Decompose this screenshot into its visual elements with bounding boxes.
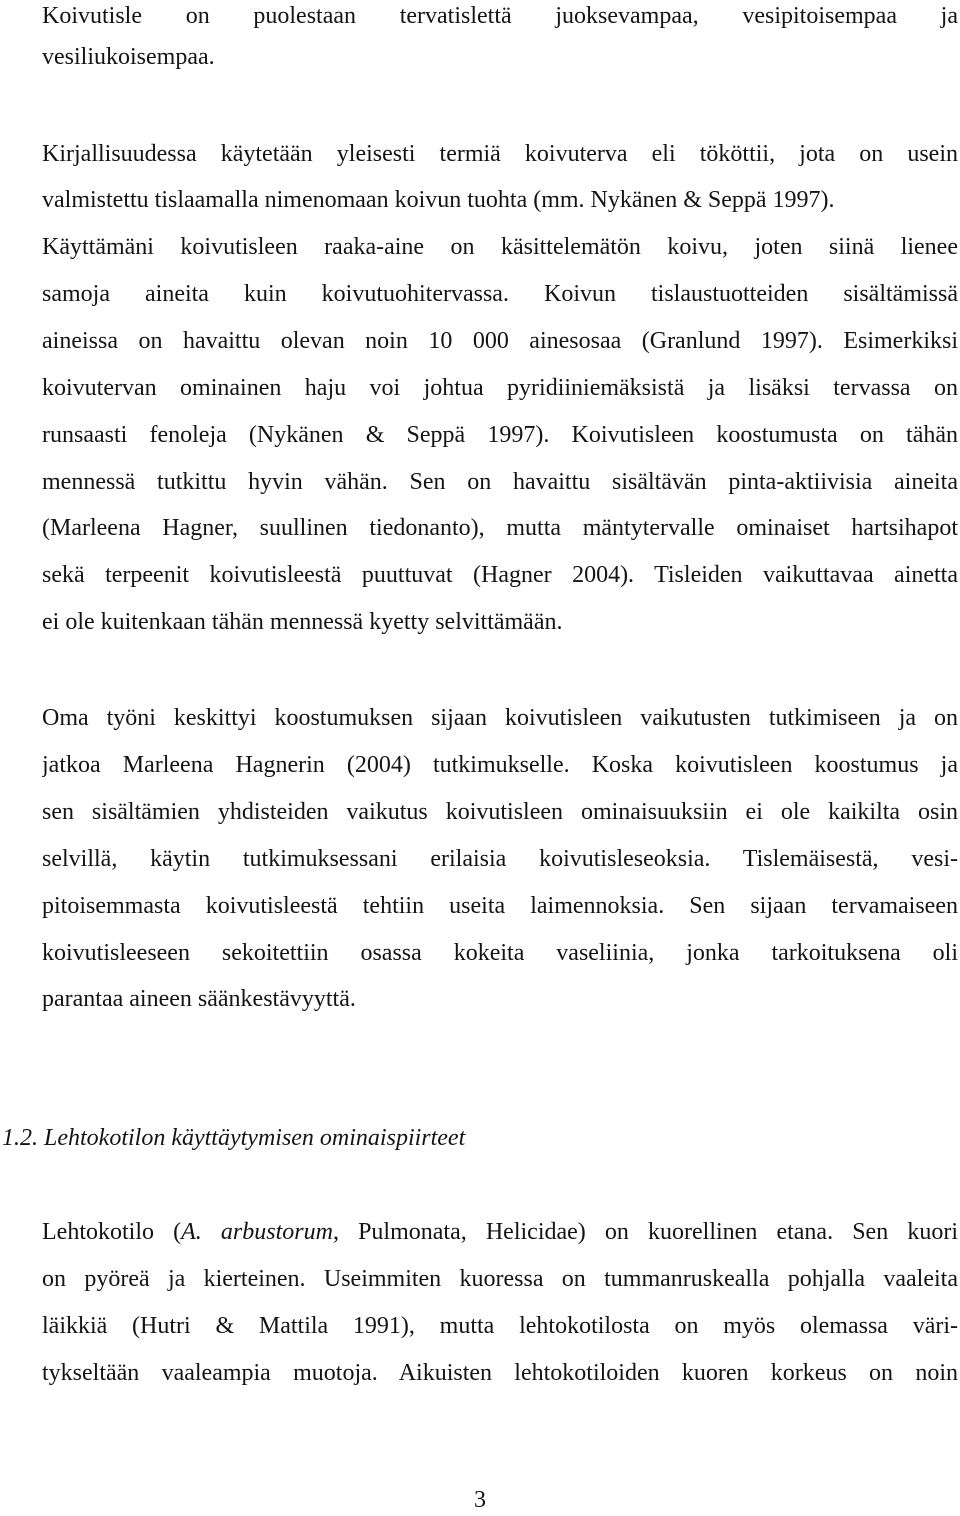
text-line: Käyttämäni koivutisleen raaka-aine on käsittelemätön koivu, joten siinä lienee [42, 234, 958, 260]
text-line: tykseltään vaaleampia muotoja. Aikuisten lehtokotiloiden kuoren korkeus on noin [42, 1360, 958, 1386]
text-line: Kirjallisuudessa käytetään yleisesti termiä koivuterva eli tököttii, jota on usein [42, 141, 958, 167]
text-line [42, 1216, 958, 1248]
text-line: parantaa aineen säänkestävyyttä. [42, 986, 356, 1012]
text-line: Oma työni keskittyi koostumuksen sijaan koivutisleen vaikutusten tutkimiseen ja on [42, 705, 958, 731]
text-line: samoja aineita kuin koivutuohitervassa. Koivun tislaustuotteiden sisältämissä [42, 281, 958, 307]
text-line: pitoisemmasta koivutisleestä tehtiin useita laimennoksia. Sen sijaan tervamaiseen [42, 893, 958, 919]
text-line: mennessä tutkittu hyvin vähän. Sen on havaittu sisältävän pinta-aktiivisia aineita [42, 469, 958, 495]
page-number: 3 [474, 1487, 486, 1513]
text-line: selvillä, käytin tutkimuksessani erilaisia koivutisleseoksia. Tislemäisestä, vesi- [42, 846, 958, 872]
text-line: koivutervan ominainen haju voi johtua pyridiiniemäksistä ja lisäksi tervassa on [42, 375, 958, 401]
text-line: vesiliukoisempaa. [42, 44, 215, 70]
text-line: Koivutisle on puolestaan tervatislettä juoksevampaa, vesipitoisempaa ja [42, 3, 958, 29]
text-line: sekä terpeenit koivutisleestä puuttuvat (Hagner 2004). Tisleiden vaikuttavaa ainetta [42, 562, 958, 588]
text-segment: Lehtokotilo ( [42, 1219, 182, 1245]
section-number: 1.2. [2, 1125, 38, 1151]
section-title: Lehtokotilon käyttäytymisen ominaispiirteet [44, 1125, 466, 1151]
text-line: koivutisleeseen sekoitettiin osassa kokeita vaseliinia, jonka tarkoituksena oli [42, 940, 958, 966]
text-line: aineissa on havaittu olevan noin 10 000 ainesosaa (Granlund 1997). Esimerkiksi [42, 328, 958, 354]
text-line: jatkoa Marleena Hagnerin (2004) tutkimukselle. Koska koivutisleen koostumus ja [42, 752, 958, 778]
text-line: on pyöreä ja kierteinen. Useimmiten kuoressa on tummanruskealla pohjalla vaaleita [42, 1266, 958, 1292]
genus-abbreviation: A. [181, 1219, 202, 1245]
text-line: sen sisältämien yhdisteiden vaikutus koivutisleen ominaisuuksiin ei ole kaikilta osin [42, 799, 958, 825]
text-line: läikkiä (Hutri & Mattila 1991), mutta lehtokotilosta on myös olemassa väri- [42, 1313, 958, 1339]
section-heading [2, 1122, 902, 1154]
text-line: runsaasti fenoleja (Nykänen & Seppä 1997). Koivutisleen koostumusta on tähän [42, 422, 958, 448]
text-line: valmistettu tislaamalla nimenomaan koivun tuohta (mm. Nykänen & Seppä 1997). [42, 187, 835, 213]
text-line: (Marleena Hagner, suullinen tiedonanto), mutta mäntytervalle ominaiset hartsihapot [42, 515, 958, 541]
text-segment: , Pulmonata, Helicidae) on kuorellinen etana. Sen kuori [332, 1219, 958, 1245]
species-name: arbustorum [220, 1219, 333, 1245]
text-line: ei ole kuitenkaan tähän mennessä kyetty selvittämään. [42, 609, 563, 635]
